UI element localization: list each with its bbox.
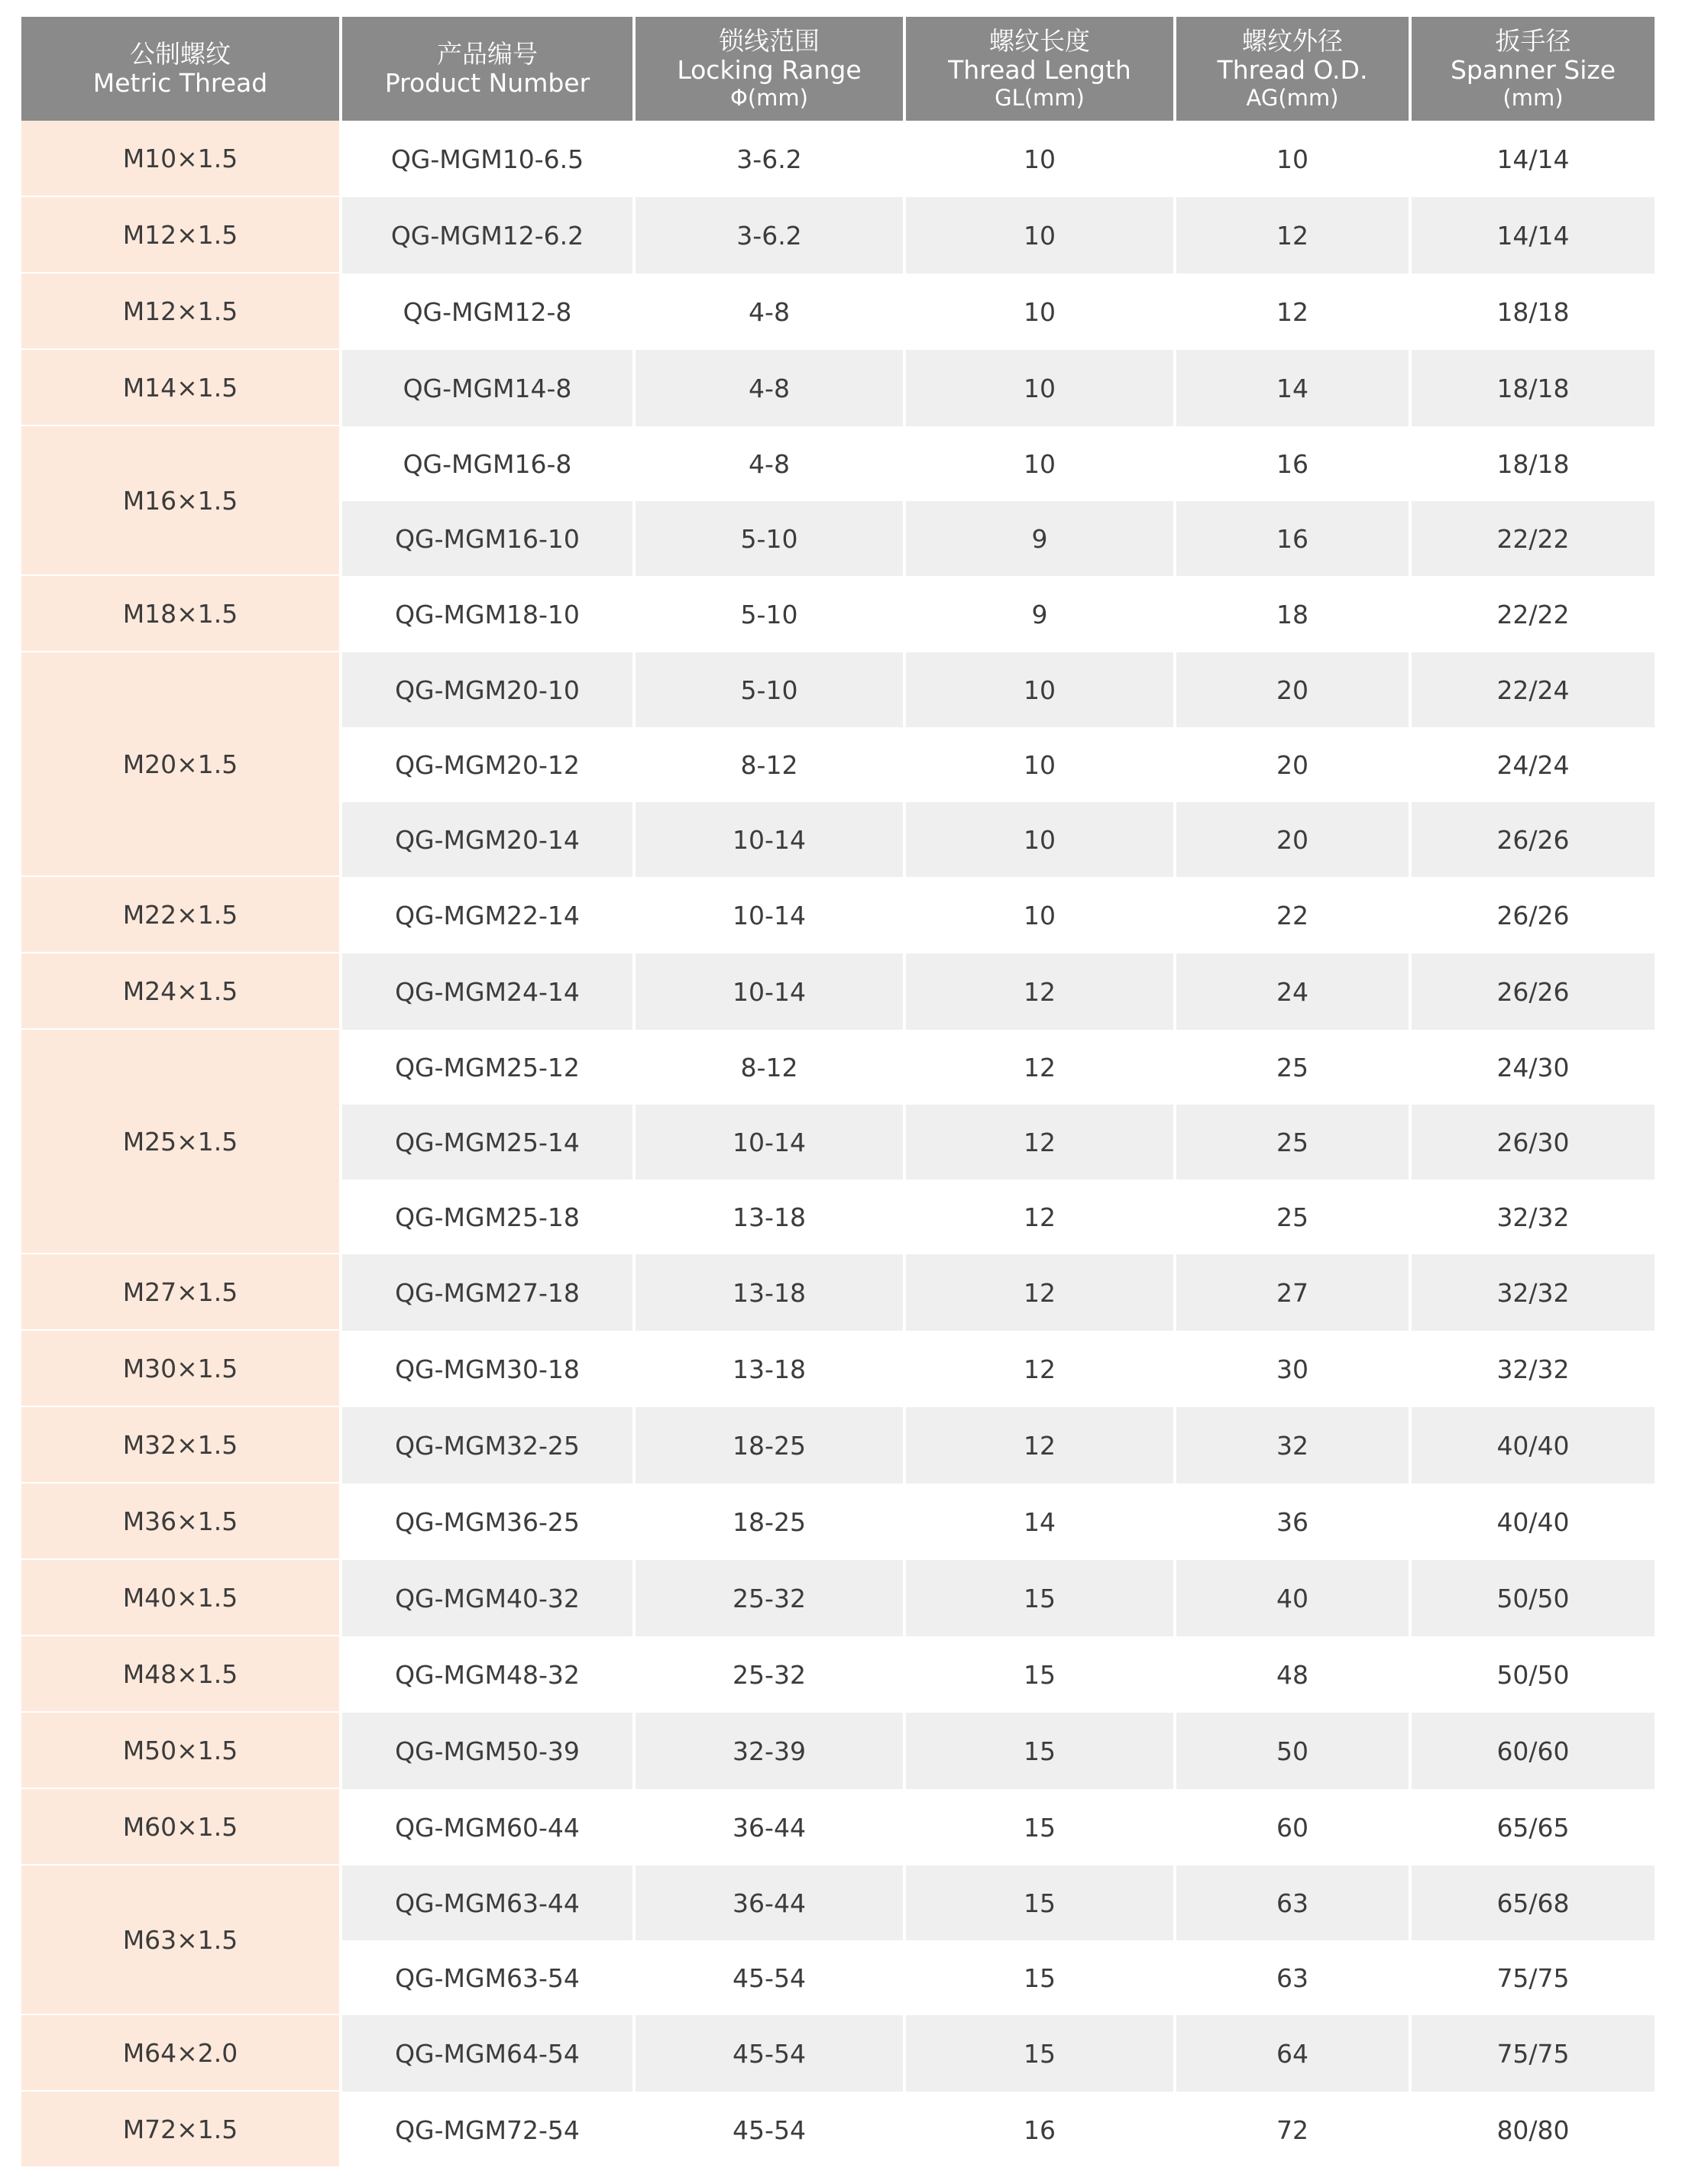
cell-thread-length: 12 bbox=[903, 1407, 1173, 1484]
cell-thread-length: 15 bbox=[903, 1789, 1173, 1865]
cell-spanner-size: 40/40 bbox=[1409, 1484, 1655, 1560]
cell-spanner-size: 32/32 bbox=[1409, 1254, 1655, 1331]
cell-locking-range: 18-25 bbox=[632, 1484, 903, 1560]
cell-thread-length: 12 bbox=[903, 1030, 1173, 1105]
cell-locking-range: 4-8 bbox=[632, 273, 903, 350]
cell-product-number: QG-MGM48-32 bbox=[339, 1636, 632, 1713]
cell-locking-range: 36-44 bbox=[632, 1865, 903, 1940]
cell-thread-od: 32 bbox=[1173, 1407, 1409, 1484]
cell-product-number: QG-MGM50-39 bbox=[339, 1713, 632, 1789]
cell-thread-od: 16 bbox=[1173, 426, 1409, 501]
cell-thread-od: 27 bbox=[1173, 1254, 1409, 1331]
cell-locking-range: 10-14 bbox=[632, 802, 903, 877]
header-zh: 产品编号 bbox=[437, 39, 538, 69]
cell-thread-length: 9 bbox=[903, 501, 1173, 576]
cell-thread-length: 12 bbox=[903, 953, 1173, 1030]
cell-spanner-size: 24/24 bbox=[1409, 727, 1655, 802]
cell-thread-length: 10 bbox=[903, 197, 1173, 273]
header-zh: 螺纹长度 bbox=[989, 26, 1090, 56]
cell-thread-od: 20 bbox=[1173, 652, 1409, 727]
cell-product-number: QG-MGM32-25 bbox=[339, 1407, 632, 1484]
cell-product-number: QG-MGM72-54 bbox=[339, 2092, 632, 2168]
cell-product-number: QG-MGM40-32 bbox=[339, 1560, 632, 1636]
cell-thread-length: 10 bbox=[903, 121, 1173, 197]
cell-thread-od: 20 bbox=[1173, 802, 1409, 877]
cell-thread-od: 63 bbox=[1173, 1940, 1409, 2015]
cell-metric-thread: M50×1.5 bbox=[21, 1713, 339, 1789]
cell-locking-range: 3-6.2 bbox=[632, 197, 903, 273]
cell-spanner-size: 50/50 bbox=[1409, 1560, 1655, 1636]
cell-metric-thread: M24×1.5 bbox=[21, 953, 339, 1030]
cell-metric-thread: M12×1.5 bbox=[21, 273, 339, 350]
cell-product-number: QG-MGM12-6.2 bbox=[339, 197, 632, 273]
cell-thread-od: 22 bbox=[1173, 877, 1409, 953]
cell-product-number: QG-MGM25-18 bbox=[339, 1179, 632, 1254]
table-row bbox=[21, 197, 1655, 273]
cell-thread-od: 16 bbox=[1173, 501, 1409, 576]
table-row bbox=[21, 576, 1655, 652]
cell-product-number: QG-MGM10-6.5 bbox=[339, 121, 632, 197]
table-row bbox=[21, 1789, 1655, 1865]
cell-thread-od: 25 bbox=[1173, 1030, 1409, 1105]
header-unit: AG(mm) bbox=[1246, 85, 1339, 111]
cell-locking-range: 36-44 bbox=[632, 1789, 903, 1865]
cell-thread-length: 15 bbox=[903, 1713, 1173, 1789]
cell-product-number: QG-MGM63-54 bbox=[339, 1940, 632, 2015]
header-en: Thread Length bbox=[948, 55, 1131, 85]
cell-locking-range: 13-18 bbox=[632, 1331, 903, 1407]
table-row bbox=[21, 1484, 1655, 1560]
header-en: Spanner Size bbox=[1450, 55, 1616, 85]
cell-product-number: QG-MGM60-44 bbox=[339, 1789, 632, 1865]
cell-thread-length: 15 bbox=[903, 1865, 1173, 1940]
cell-metric-thread: M12×1.5 bbox=[21, 197, 339, 273]
cell-metric-thread: M60×1.5 bbox=[21, 1789, 339, 1865]
cell-spanner-size: 50/50 bbox=[1409, 1636, 1655, 1713]
cell-product-number: QG-MGM16-8 bbox=[339, 426, 632, 501]
cell-product-number: QG-MGM24-14 bbox=[339, 953, 632, 1030]
cell-spanner-size: 18/18 bbox=[1409, 350, 1655, 426]
header-thread-length bbox=[903, 17, 1173, 121]
cell-thread-od: 20 bbox=[1173, 727, 1409, 802]
header-en: Thread O.D. bbox=[1217, 55, 1368, 85]
table-row bbox=[21, 273, 1655, 350]
cell-thread-od: 10 bbox=[1173, 121, 1409, 197]
cell-metric-thread: M20×1.5 bbox=[21, 652, 339, 877]
cell-metric-thread: M63×1.5 bbox=[21, 1865, 339, 2015]
cell-metric-thread: M16×1.5 bbox=[21, 426, 339, 576]
header-zh: 锁线范围 bbox=[719, 26, 820, 56]
cell-thread-od: 50 bbox=[1173, 1713, 1409, 1789]
cell-metric-thread: M48×1.5 bbox=[21, 1636, 339, 1713]
cell-locking-range: 5-10 bbox=[632, 501, 903, 576]
cell-metric-thread: M25×1.5 bbox=[21, 1030, 339, 1254]
cell-thread-od: 12 bbox=[1173, 273, 1409, 350]
cell-thread-length: 10 bbox=[903, 350, 1173, 426]
cell-product-number: QG-MGM30-18 bbox=[339, 1331, 632, 1407]
header-unit: (mm) bbox=[1503, 85, 1564, 111]
cell-thread-length: 15 bbox=[903, 1940, 1173, 2015]
cell-metric-thread: M18×1.5 bbox=[21, 576, 339, 652]
header-unit: Φ(mm) bbox=[730, 85, 808, 111]
cell-thread-length: 12 bbox=[903, 1105, 1173, 1179]
header-unit: GL(mm) bbox=[995, 85, 1085, 111]
cell-product-number: QG-MGM20-14 bbox=[339, 802, 632, 877]
header-zh: 螺纹外径 bbox=[1242, 26, 1343, 56]
table-row bbox=[21, 877, 1655, 953]
header-thread-od bbox=[1173, 17, 1409, 121]
cell-thread-length: 10 bbox=[903, 426, 1173, 501]
cell-locking-range: 45-54 bbox=[632, 2015, 903, 2092]
table-row bbox=[21, 1713, 1655, 1789]
cell-product-number: QG-MGM20-12 bbox=[339, 727, 632, 802]
cell-spanner-size: 18/18 bbox=[1409, 426, 1655, 501]
cell-thread-length: 16 bbox=[903, 2092, 1173, 2168]
cell-thread-od: 12 bbox=[1173, 197, 1409, 273]
cell-thread-length: 10 bbox=[903, 652, 1173, 727]
cell-spanner-size: 26/30 bbox=[1409, 1105, 1655, 1179]
cell-thread-length: 10 bbox=[903, 273, 1173, 350]
cell-thread-length: 12 bbox=[903, 1331, 1173, 1407]
cell-spanner-size: 26/26 bbox=[1409, 802, 1655, 877]
cell-spanner-size: 22/22 bbox=[1409, 576, 1655, 652]
cell-product-number: QG-MGM36-25 bbox=[339, 1484, 632, 1560]
header-spanner-size bbox=[1409, 17, 1655, 121]
cell-locking-range: 10-14 bbox=[632, 877, 903, 953]
table-row bbox=[21, 350, 1655, 426]
table-row bbox=[21, 1560, 1655, 1636]
cell-locking-range: 32-39 bbox=[632, 1713, 903, 1789]
cell-thread-length: 15 bbox=[903, 2015, 1173, 2092]
table-row bbox=[21, 2015, 1655, 2092]
cell-thread-od: 30 bbox=[1173, 1331, 1409, 1407]
cell-spanner-size: 14/14 bbox=[1409, 197, 1655, 273]
table-row bbox=[21, 1254, 1655, 1331]
cell-locking-range: 45-54 bbox=[632, 2092, 903, 2168]
cell-spanner-size: 65/65 bbox=[1409, 1789, 1655, 1865]
cell-product-number: QG-MGM25-12 bbox=[339, 1030, 632, 1105]
cell-metric-thread: M36×1.5 bbox=[21, 1484, 339, 1560]
cell-thread-od: 72 bbox=[1173, 2092, 1409, 2168]
cell-metric-thread: M14×1.5 bbox=[21, 350, 339, 426]
cell-locking-range: 8-12 bbox=[632, 727, 903, 802]
cell-thread-length: 14 bbox=[903, 1484, 1173, 1560]
cell-thread-length: 10 bbox=[903, 727, 1173, 802]
table-row bbox=[21, 652, 1655, 727]
cell-locking-range: 18-25 bbox=[632, 1407, 903, 1484]
cell-locking-range: 4-8 bbox=[632, 426, 903, 501]
cell-thread-length: 9 bbox=[903, 576, 1173, 652]
cell-thread-od: 40 bbox=[1173, 1560, 1409, 1636]
header-zh: 公制螺纹 bbox=[130, 39, 231, 69]
cell-thread-od: 63 bbox=[1173, 1865, 1409, 1940]
table-row bbox=[21, 1636, 1655, 1713]
cell-spanner-size: 26/26 bbox=[1409, 953, 1655, 1030]
cell-thread-length: 15 bbox=[903, 1636, 1173, 1713]
cell-product-number: QG-MGM27-18 bbox=[339, 1254, 632, 1331]
cell-product-number: QG-MGM63-44 bbox=[339, 1865, 632, 1940]
cell-spanner-size: 32/32 bbox=[1409, 1331, 1655, 1407]
cell-product-number: QG-MGM20-10 bbox=[339, 652, 632, 727]
cell-metric-thread: M10×1.5 bbox=[21, 121, 339, 197]
cell-metric-thread: M32×1.5 bbox=[21, 1407, 339, 1484]
cell-metric-thread: M72×1.5 bbox=[21, 2092, 339, 2168]
header-en: Locking Range bbox=[677, 55, 862, 85]
table-row bbox=[21, 2092, 1655, 2168]
table-body bbox=[21, 121, 1655, 2168]
cell-locking-range: 10-14 bbox=[632, 953, 903, 1030]
cell-product-number: QG-MGM18-10 bbox=[339, 576, 632, 652]
table-row bbox=[21, 1331, 1655, 1407]
cell-spanner-size: 40/40 bbox=[1409, 1407, 1655, 1484]
cell-thread-od: 14 bbox=[1173, 350, 1409, 426]
cell-locking-range: 4-8 bbox=[632, 350, 903, 426]
cell-product-number: QG-MGM64-54 bbox=[339, 2015, 632, 2092]
cell-spanner-size: 60/60 bbox=[1409, 1713, 1655, 1789]
cell-locking-range: 25-32 bbox=[632, 1636, 903, 1713]
table-row bbox=[21, 121, 1655, 197]
cell-thread-od: 64 bbox=[1173, 2015, 1409, 2092]
cell-spanner-size: 80/80 bbox=[1409, 2092, 1655, 2168]
header-locking-range bbox=[632, 17, 903, 121]
header-en: Product Number bbox=[384, 68, 590, 98]
cell-locking-range: 13-18 bbox=[632, 1179, 903, 1254]
header-product-number bbox=[339, 17, 632, 121]
cell-metric-thread: M30×1.5 bbox=[21, 1331, 339, 1407]
cell-product-number: QG-MGM12-8 bbox=[339, 273, 632, 350]
cell-thread-od: 18 bbox=[1173, 576, 1409, 652]
cell-thread-length: 12 bbox=[903, 1179, 1173, 1254]
cell-spanner-size: 18/18 bbox=[1409, 273, 1655, 350]
cell-metric-thread: M27×1.5 bbox=[21, 1254, 339, 1331]
cell-locking-range: 5-10 bbox=[632, 576, 903, 652]
cell-locking-range: 8-12 bbox=[632, 1030, 903, 1105]
cell-spanner-size: 26/26 bbox=[1409, 877, 1655, 953]
cell-thread-length: 15 bbox=[903, 1560, 1173, 1636]
cell-thread-od: 48 bbox=[1173, 1636, 1409, 1713]
table-row bbox=[21, 1030, 1655, 1105]
cell-thread-od: 25 bbox=[1173, 1105, 1409, 1179]
table-row bbox=[21, 953, 1655, 1030]
cell-spanner-size: 14/14 bbox=[1409, 121, 1655, 197]
cell-spanner-size: 32/32 bbox=[1409, 1179, 1655, 1254]
cell-product-number: QG-MGM16-10 bbox=[339, 501, 632, 576]
cell-locking-range: 45-54 bbox=[632, 1940, 903, 2015]
table-header bbox=[21, 17, 1655, 121]
cell-locking-range: 5-10 bbox=[632, 652, 903, 727]
spec-table bbox=[21, 17, 1655, 2168]
cell-thread-od: 24 bbox=[1173, 953, 1409, 1030]
cell-spanner-size: 65/68 bbox=[1409, 1865, 1655, 1940]
cell-spanner-size: 75/75 bbox=[1409, 1940, 1655, 2015]
cell-thread-od: 25 bbox=[1173, 1179, 1409, 1254]
header-zh: 扳手径 bbox=[1495, 26, 1571, 56]
cell-locking-range: 3-6.2 bbox=[632, 121, 903, 197]
cell-product-number: QG-MGM22-14 bbox=[339, 877, 632, 953]
table-row bbox=[21, 426, 1655, 501]
table-row bbox=[21, 1407, 1655, 1484]
cell-thread-length: 12 bbox=[903, 1254, 1173, 1331]
cell-locking-range: 25-32 bbox=[632, 1560, 903, 1636]
cell-locking-range: 13-18 bbox=[632, 1254, 903, 1331]
cell-metric-thread: M64×2.0 bbox=[21, 2015, 339, 2092]
table-row bbox=[21, 1865, 1655, 1940]
header-row bbox=[21, 17, 1655, 121]
cell-spanner-size: 75/75 bbox=[1409, 2015, 1655, 2092]
cell-spanner-size: 24/30 bbox=[1409, 1030, 1655, 1105]
cell-spanner-size: 22/22 bbox=[1409, 501, 1655, 576]
header-en: Metric Thread bbox=[92, 68, 268, 98]
cell-thread-length: 10 bbox=[903, 802, 1173, 877]
cell-locking-range: 10-14 bbox=[632, 1105, 903, 1179]
cell-metric-thread: M22×1.5 bbox=[21, 877, 339, 953]
cell-spanner-size: 22/24 bbox=[1409, 652, 1655, 727]
cell-thread-od: 60 bbox=[1173, 1789, 1409, 1865]
cell-thread-od: 36 bbox=[1173, 1484, 1409, 1560]
cell-product-number: QG-MGM14-8 bbox=[339, 350, 632, 426]
cell-metric-thread: M40×1.5 bbox=[21, 1560, 339, 1636]
header-metric-thread bbox=[21, 17, 339, 121]
cell-product-number: QG-MGM25-14 bbox=[339, 1105, 632, 1179]
cell-thread-length: 10 bbox=[903, 877, 1173, 953]
